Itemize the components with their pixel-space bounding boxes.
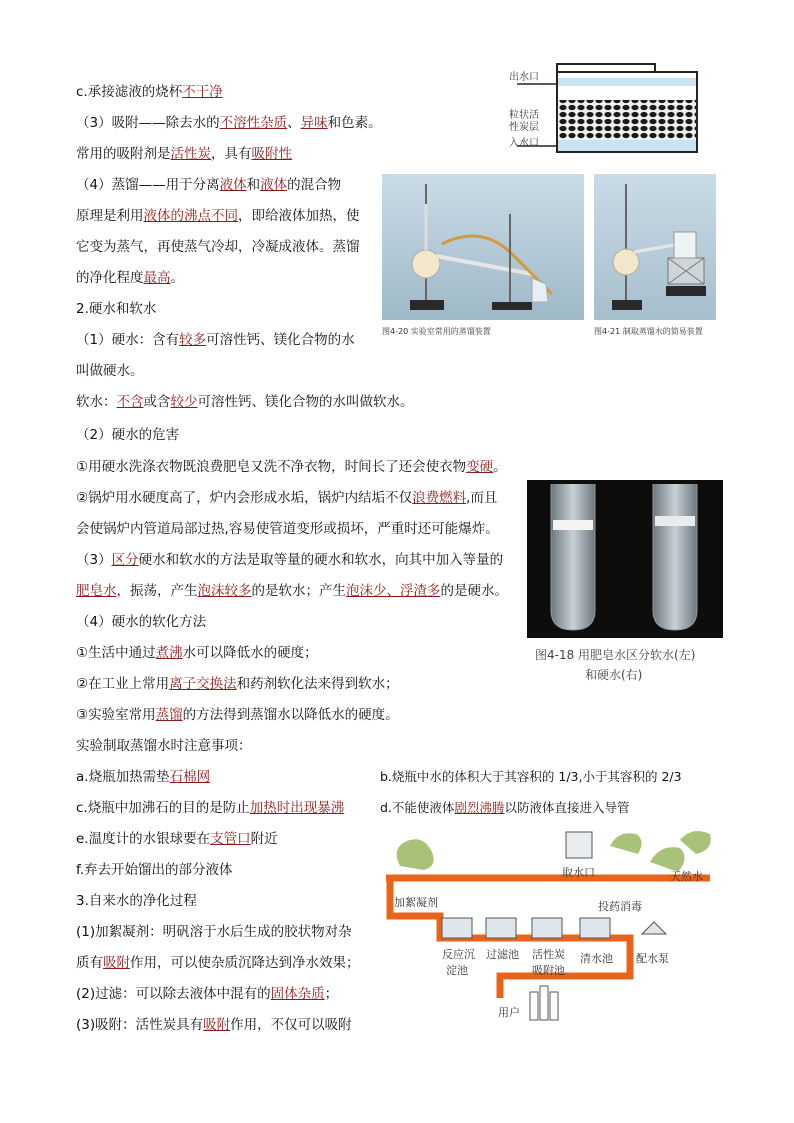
- answer-blank: 液体: [219, 177, 247, 193]
- text-segment: ，即给液体加热，使: [238, 208, 360, 224]
- text-segment: （1）硬水：含有: [76, 332, 180, 348]
- text-segment: 附近: [250, 831, 278, 847]
- text-segment: （4）硬水的软化方法: [76, 614, 207, 630]
- text-segment: 和药剂软化法来得到软水；: [236, 676, 399, 692]
- text-segment: 原理是利用: [76, 208, 144, 224]
- soap-test-figure: [527, 480, 727, 690]
- test-tube-photo: [527, 480, 723, 638]
- answer-blank: 液体的沸点不同: [143, 208, 238, 224]
- filter-outlet-label: 出水口: [509, 72, 539, 83]
- answer-blank: 液体: [260, 177, 288, 193]
- text-segment: ①生活中通过: [76, 645, 156, 661]
- text-segment: 和色素。: [327, 115, 382, 131]
- water-plant-figure: [380, 826, 720, 1048]
- text-segment: 、: [287, 115, 301, 131]
- intake-label: 取水口: [562, 866, 595, 879]
- carbon-tank-label: 吸附池: [532, 964, 565, 977]
- text-segment: 2.硬水和软水: [76, 301, 157, 317]
- text-segment: 会使锅炉内管道局部过热,容易使管道变形或损坏，严重时还可能爆炸。: [76, 521, 499, 537]
- answer-blank: 最高: [143, 270, 171, 286]
- text-segment: (3)吸附：活性炭具有: [76, 1017, 204, 1033]
- text-line: [76, 426, 179, 444]
- text-segment: 它变为蒸气，再使蒸气冷却，冷凝成液体。蒸馏: [76, 239, 360, 255]
- test-tube-caption: 图4-18 用肥皂水区分软水(左): [535, 648, 696, 662]
- answer-blank: 泡沫较多: [197, 583, 252, 599]
- text-segment: ,而且: [466, 490, 498, 506]
- text-segment: （3）: [76, 552, 112, 568]
- water-plant-diagram: [380, 826, 720, 1048]
- text-line: [76, 644, 318, 662]
- answer-blank: 变硬: [466, 459, 494, 475]
- answer-blank: 蒸馏: [155, 707, 183, 723]
- text-segment: ①用硬水洗涤衣物既浪费肥皂又洗不净衣物，时间长了还会使衣物: [76, 459, 467, 475]
- natural-water-label: 天然水: [670, 870, 703, 883]
- text-segment: （2）硬水的危害: [76, 427, 180, 443]
- text-line: [76, 737, 252, 755]
- text-line: [76, 799, 344, 817]
- text-segment: 和: [246, 177, 261, 193]
- text-line: [76, 83, 223, 101]
- text-line: [76, 830, 278, 848]
- text-segment: 的是软水；产生: [251, 583, 346, 599]
- text-line: [76, 238, 360, 256]
- text-line: [76, 675, 399, 693]
- text-line: [380, 768, 682, 786]
- text-segment: ③实验室常用: [76, 707, 156, 723]
- answer-blank: 离子交换法: [169, 676, 237, 692]
- answer-blank: 异味: [300, 115, 328, 131]
- text-segment: 3.自来水的净化过程: [76, 893, 197, 909]
- disinfect-label: 投药消毒: [598, 900, 642, 913]
- text-segment: 实验制取蒸馏水时注意事项：: [76, 738, 252, 754]
- text-segment: 常用的吸附剂是: [76, 146, 171, 162]
- text-segment: f.弃去开始馏出的部分液体: [76, 862, 233, 878]
- text-segment: ，振荡，产生: [116, 583, 198, 599]
- text-line: [76, 269, 184, 287]
- text-line: [76, 331, 355, 349]
- answer-blank: 煮沸: [155, 645, 183, 661]
- text-segment: ，具有: [211, 146, 252, 162]
- text-segment: 。: [170, 270, 184, 286]
- text-segment: 。: [493, 459, 507, 475]
- answer-blank: 泡沫少、浮渣多: [346, 583, 441, 599]
- answer-blank: 浪费燃料: [412, 490, 467, 506]
- answer-blank: 较少: [170, 394, 198, 410]
- text-segment: a.烧瓶加热需垫: [76, 769, 170, 785]
- text-segment: （3）吸附——除去水的: [76, 115, 220, 131]
- text-segment: 的净化程度: [76, 270, 144, 286]
- text-line: [76, 1016, 352, 1034]
- coagulant-label: 加絮凝剂: [394, 896, 438, 909]
- text-line: [76, 768, 210, 786]
- answer-blank: 剧烈沸腾: [454, 800, 505, 815]
- text-segment: 以防液体直接进入导管: [504, 800, 630, 815]
- text-segment: e.温度计的水银球要在: [76, 831, 211, 847]
- text-segment: （4）蒸馏——用于分离: [76, 177, 220, 193]
- text-segment: 作用，不仅可以吸附: [230, 1017, 352, 1033]
- answer-blank: 加热时出现暴沸: [249, 800, 345, 816]
- text-line: [76, 393, 414, 411]
- text-line: [76, 520, 499, 538]
- text-line: [76, 706, 399, 724]
- text-segment: 质有: [76, 955, 103, 971]
- text-segment: (1)加絮凝剂：明矾溶于水后生成的胶状物对杂: [76, 924, 352, 940]
- answer-blank: 吸附性: [251, 146, 292, 162]
- answer-blank: 肥皂水: [76, 583, 117, 599]
- answer-blank: 不含: [116, 394, 144, 410]
- text-segment: 或含: [143, 394, 171, 410]
- filter-inlet-label: 入水口: [509, 138, 539, 149]
- text-segment: ②在工业上常用: [76, 676, 170, 692]
- answer-blank: 不溶性杂质: [219, 115, 288, 131]
- answer-blank: 支管口: [210, 831, 251, 847]
- text-segment: (2)过滤：可以除去液体中混有的: [76, 986, 271, 1002]
- user-label: 用户: [498, 1006, 520, 1019]
- text-segment: 的混合物: [287, 177, 342, 193]
- pump-label: 配水泵: [636, 952, 669, 965]
- text-line: [76, 954, 360, 972]
- text-segment: d.不能使液体: [380, 800, 455, 815]
- text-segment: 的是硬水。: [440, 583, 508, 599]
- text-segment: 水可以降低水的硬度；: [182, 645, 318, 661]
- text-line: [76, 613, 206, 631]
- text-segment: c.烧瓶中加沸石的目的是防止: [76, 800, 250, 816]
- text-line: [76, 300, 156, 318]
- answer-blank: 活性炭: [170, 146, 211, 162]
- filter-layer-label: 性炭层: [509, 122, 539, 133]
- text-segment: 硬水和软水的方法是取等量的硬水和软水，向其中加入等量的: [138, 552, 504, 568]
- text-line: [76, 892, 197, 910]
- text-line: [76, 861, 233, 879]
- answer-blank: 不干净: [182, 84, 223, 100]
- distillation-figure: [380, 172, 720, 340]
- text-segment: 叫做硬水。: [76, 363, 144, 379]
- text-line: [76, 114, 382, 132]
- distillation-caption: 图4-20 实验室常用的蒸馏装置: [382, 327, 491, 336]
- settling-tank-label: 反应沉: [442, 948, 475, 961]
- carbon-filter-figure: [505, 62, 705, 160]
- text-segment: ②锅炉用水硬度高了，炉内会形成水垢，锅炉内结垢不仅: [76, 490, 413, 506]
- text-segment: 作用，可以使杂质沉降达到净水效果；: [130, 955, 360, 971]
- text-line: [76, 582, 508, 600]
- settling-tank-label: 淀池: [446, 964, 468, 977]
- test-tube-caption: 和硬水(右): [585, 668, 643, 682]
- clear-water-tank-label: 清水池: [580, 952, 613, 965]
- simple-distillation-photo: [594, 174, 716, 320]
- distillation-photo: [382, 174, 584, 320]
- simple-distillation-caption: 图4-21 制取蒸馏水的简易装置: [594, 327, 703, 336]
- text-line: [76, 207, 360, 225]
- text-line: [76, 145, 292, 163]
- text-line: [76, 458, 507, 476]
- answer-blank: 区分: [111, 552, 139, 568]
- answer-blank: 固体杂质: [270, 986, 325, 1002]
- text-line: [76, 362, 144, 380]
- text-line: [76, 985, 338, 1003]
- text-line: [76, 923, 352, 941]
- text-line: [76, 551, 503, 569]
- text-segment: 软水：: [76, 394, 117, 410]
- text-line: [76, 176, 341, 194]
- answer-blank: 较多: [179, 332, 207, 348]
- text-segment: ；: [324, 986, 339, 1002]
- text-line: [380, 799, 629, 817]
- filter-tank-label: 过滤池: [486, 948, 519, 961]
- answer-blank: 石棉网: [169, 769, 211, 785]
- text-line: [76, 489, 497, 507]
- text-segment: 可溶性钙、镁化合物的水叫做软水。: [197, 394, 414, 410]
- filter-layer-label: 粒状活: [509, 110, 539, 121]
- text-segment: 可溶性钙、镁化合物的水: [206, 332, 355, 348]
- answer-blank: 吸附: [203, 1017, 231, 1033]
- text-segment: c.承接滤液的烧杯: [76, 84, 183, 100]
- answer-blank: 吸附: [103, 955, 130, 971]
- text-segment: b.烧瓶中水的体积大于其容积的 1/3,小于其容积的 2/3: [380, 769, 682, 784]
- carbon-tank-label: 活性炭: [532, 948, 565, 961]
- text-segment: 的方法得到蒸馏水以降低水的硬度。: [182, 707, 399, 723]
